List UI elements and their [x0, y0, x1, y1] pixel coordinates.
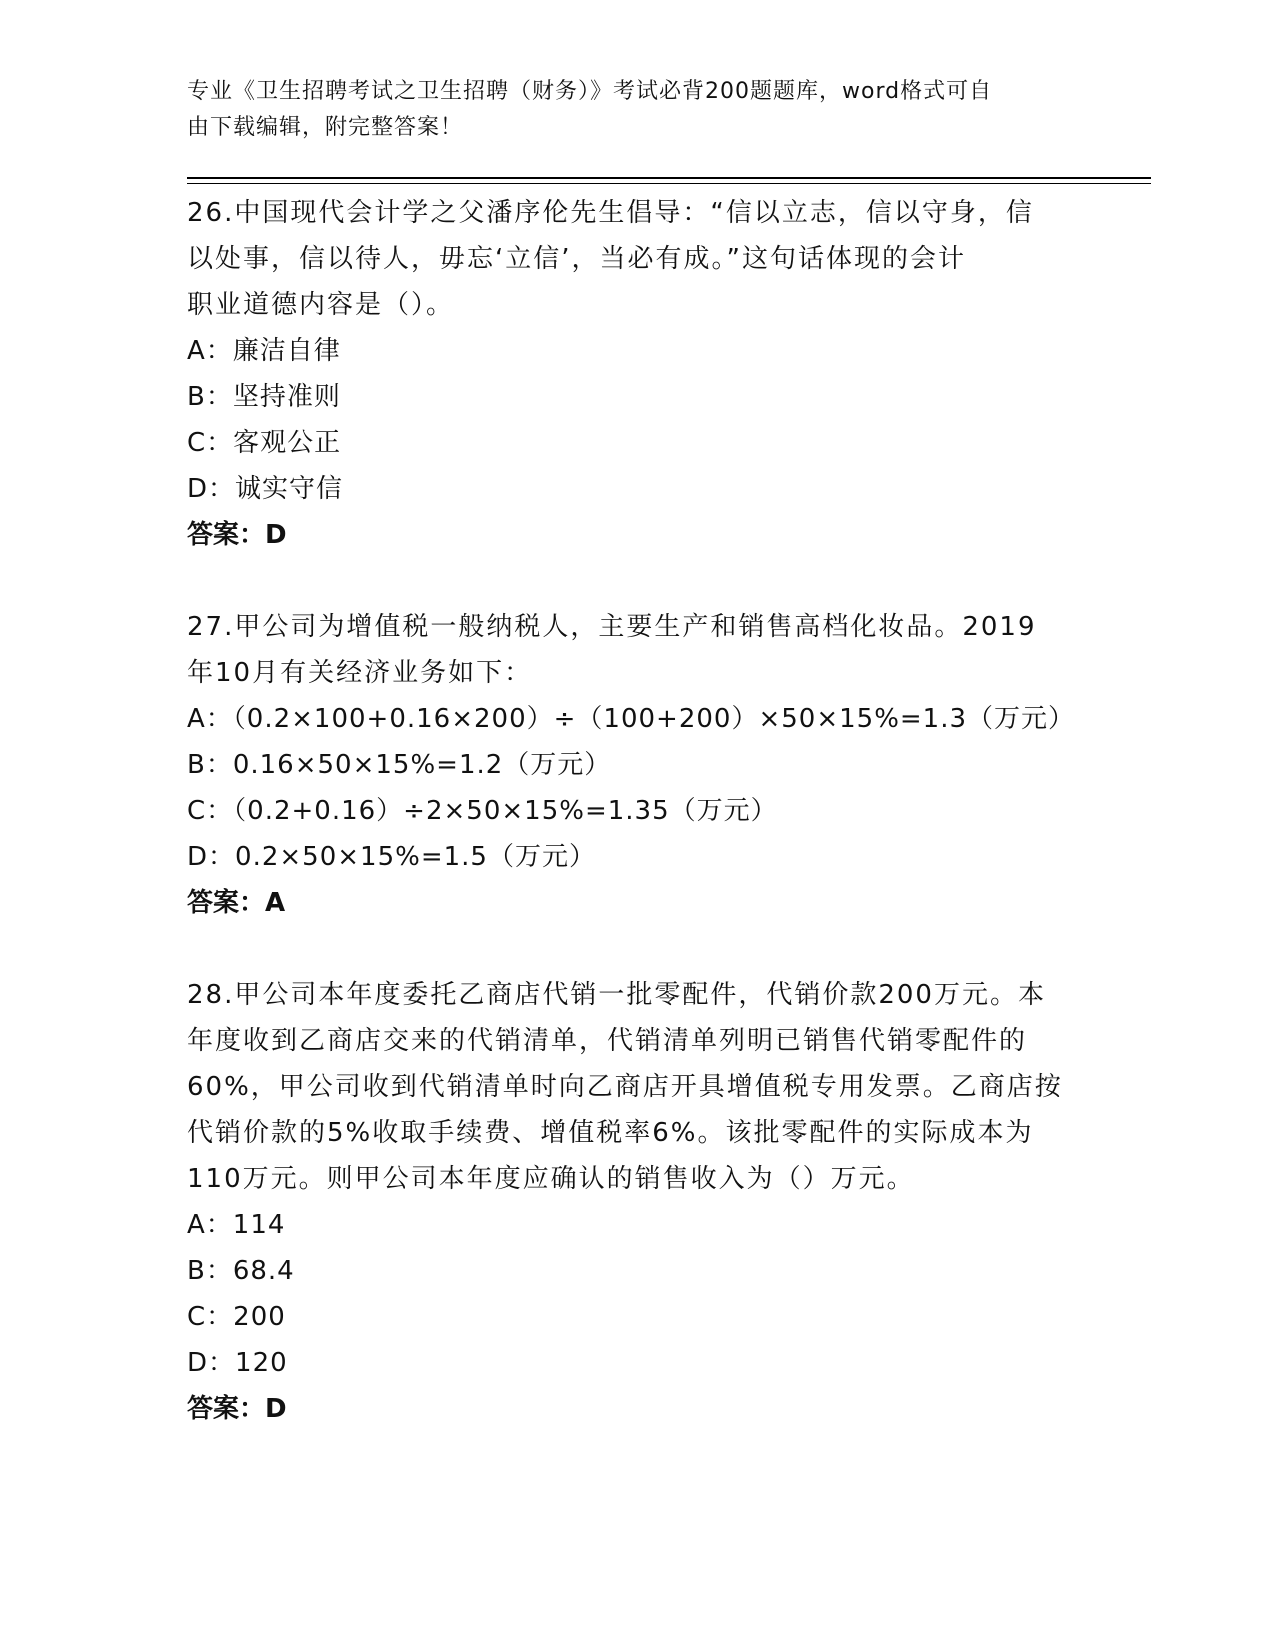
option-d: D：120	[187, 1348, 288, 1378]
question-spacer	[187, 558, 1087, 604]
question-list	[187, 190, 1087, 1432]
question-text-line: 26.中国现代会计学之父潘序伦先生倡导：“信以立志，信以守身，信	[187, 198, 1034, 228]
option-d: D：诚实守信	[187, 474, 344, 504]
header-divider-thin	[187, 183, 1151, 184]
header-line-1: 专业《卫生招聘考试之卫生招聘（财务）》考试必背200题题库，word格式可自	[187, 79, 993, 104]
header-divider-thick	[187, 177, 1151, 179]
question-text-line: 110万元。则甲公司本年度应确认的销售收入为（）万元。	[187, 1164, 915, 1194]
answer: 答案：D	[187, 520, 287, 550]
question-text-line: 60%，甲公司收到代销清单时向乙商店开具增值税专用发票。乙商店按	[187, 1072, 1063, 1102]
option-c: C：（0.2+0.16）÷2×50×15%=1.35（万元）	[187, 796, 778, 826]
option-b: B：68.4	[187, 1256, 295, 1286]
answer: 答案：A	[187, 888, 286, 918]
option-a: A：廉洁自律	[187, 336, 341, 366]
question-text-line: 以处事，信以待人，毋忘‘立信’，当必有成。”这句话体现的会计	[187, 244, 966, 274]
option-b: B：坚持准则	[187, 382, 341, 412]
option-a: A：114	[187, 1210, 286, 1240]
question-text-line: 代销价款的5%收取手续费、增值税率6%。该批零配件的实际成本为	[187, 1118, 1034, 1148]
question-spacer	[187, 926, 1087, 972]
question-text-line: 年10月有关经济业务如下：	[187, 658, 533, 688]
answer: 答案：D	[187, 1394, 287, 1424]
option-c: C：客观公正	[187, 428, 342, 458]
question-28	[187, 972, 1087, 1432]
document-header	[187, 74, 1087, 146]
question-27	[187, 604, 1087, 926]
question-text-line: 职业道德内容是（）。	[187, 290, 455, 320]
option-b: B：0.16×50×15%=1.2（万元）	[187, 750, 612, 780]
header-line-2: 由下载编辑，附完整答案！	[187, 115, 464, 140]
question-text-line: 年度收到乙商店交来的代销清单，代销清单列明已销售代销零配件的	[187, 1026, 1028, 1056]
option-d: D：0.2×50×15%=1.5（万元）	[187, 842, 596, 872]
question-26	[187, 190, 1087, 558]
option-a: A：（0.2×100+0.16×200）÷（100+200）×50×15%=1.3（万元）	[187, 704, 1076, 734]
question-text-line: 28.甲公司本年度委托乙商店代销一批零配件，代销价款200万元。本	[187, 980, 1046, 1010]
option-c: C：200	[187, 1302, 286, 1332]
question-text-line: 27.甲公司为增值税一般纳税人，主要生产和销售高档化妆品。2019	[187, 612, 1037, 642]
